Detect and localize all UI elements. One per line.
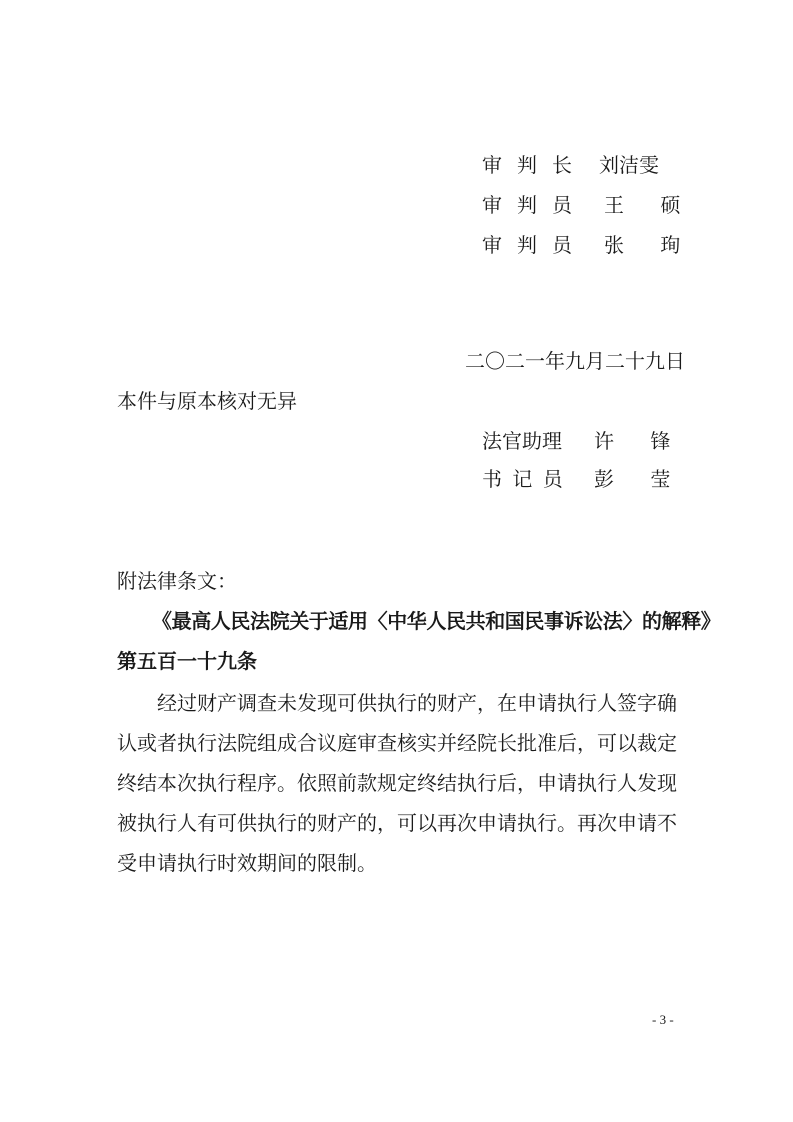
judge-1-name: 王 硕 [604, 193, 696, 217]
article-number: 第五百一十九条 [117, 649, 257, 673]
judgment-date: 二〇二一年九月二十九日 [465, 349, 685, 373]
judicial-assistant-name: 许 锋 [594, 429, 686, 453]
court-clerk-name: 彭 莹 [594, 467, 686, 491]
presiding-judge-name: 刘洁雯 [599, 153, 659, 177]
judge-2-name: 张 珣 [604, 233, 696, 257]
presiding-judge-role: 审判长 [482, 153, 587, 177]
judicial-assistant-role: 法官助理 [482, 429, 562, 453]
article-text: 经过财产调查未发现可供执行的财产，在申请执行人签字确认或者执行法院组成合议庭审查核实并经院长批准后，可以裁定终结本次执行程序。依照前款规定终结执行后，申请执行人发现被执行人有可供执行的财产的，可以再次申请执行。再次申请不受申请执行时效期间的限制。 [117, 691, 677, 875]
law-title: 《最高人民法院关于适用〈中华人民共和国民事诉讼法〉的解释》 [152, 609, 721, 633]
certification-note: 本件与原本核对无异 [117, 389, 297, 413]
judge-1-role: 审判员 [482, 193, 587, 217]
court-clerk-role: 书 记 员 [482, 467, 565, 491]
judge-2-role: 审判员 [482, 233, 587, 257]
page-number: - 3 - [652, 1012, 674, 1027]
appendix-heading: 附法律条文： [117, 569, 237, 593]
